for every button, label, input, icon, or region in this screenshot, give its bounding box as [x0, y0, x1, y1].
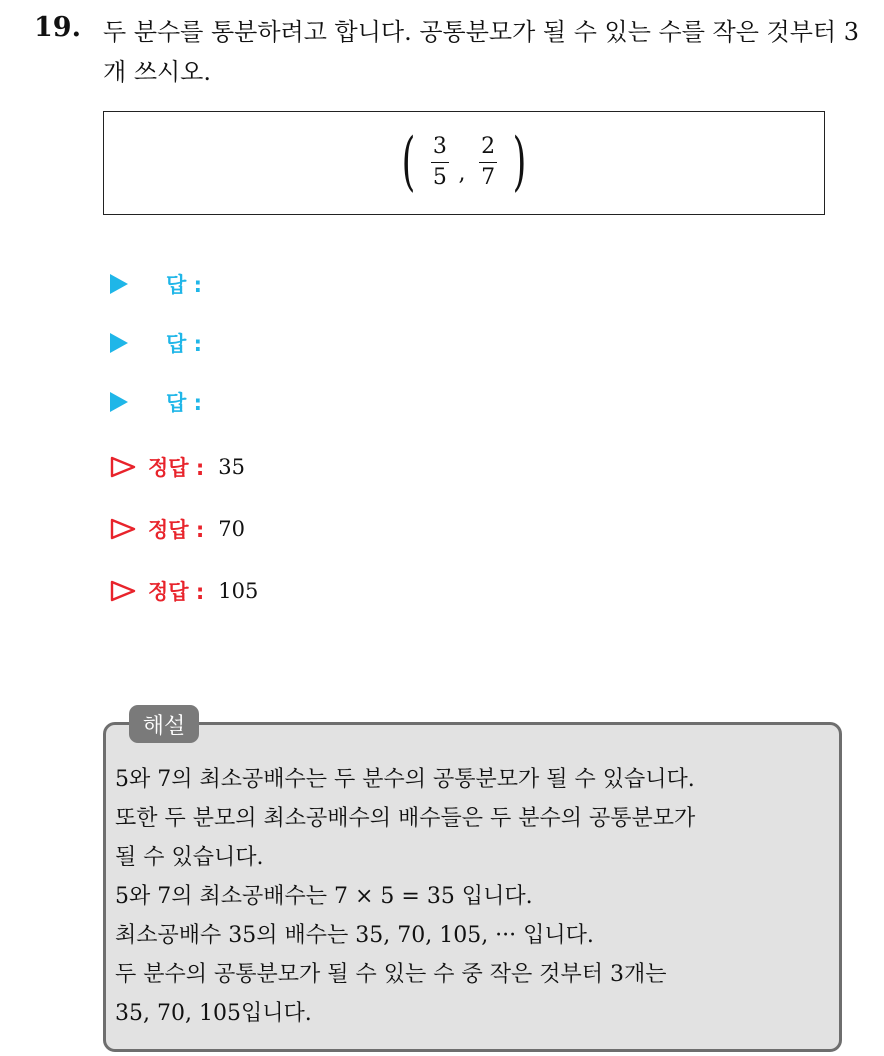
outline-triangle-icon [110, 580, 136, 602]
fraction2-numerator: 2 [481, 133, 496, 159]
correct-answer-value: 105 [218, 579, 259, 603]
play-triangle-icon [110, 333, 128, 353]
fraction1-numerator: 3 [432, 133, 447, 159]
correct-answer-value: 35 [218, 455, 246, 479]
correct-answer-value: 70 [218, 517, 246, 541]
question-text: 두 분수를 통분하려고 합니다. 공통분모가 될 수 있는 수를 작은 것부터 3개 쓰시오. [103, 18, 859, 86]
play-triangle-icon [110, 392, 128, 412]
answer-label: 답 : [166, 332, 202, 356]
explanation-line: 5와 7의 최소공배수는 두 분수의 공통분모가 될 수 있습니다. [115, 767, 695, 792]
explanation-line: 35, 70, 105입니다. [115, 1001, 312, 1026]
close-paren: ) [512, 125, 527, 199]
fraction2-denominator: 7 [481, 164, 496, 190]
outline-triangle-icon [110, 456, 136, 478]
explanation-tag: 해설 [129, 705, 199, 743]
fraction1-denominator: 5 [432, 164, 447, 190]
explanation-line: 될 수 있습니다. [115, 845, 264, 870]
explanation-line: 두 분수의 공통분모가 될 수 있는 수 중 작은 것부터 3개는 [115, 962, 667, 987]
answer-blank-row[interactable] [110, 268, 202, 300]
given-fractions-box [103, 111, 825, 215]
explanation-line: 최소공배수 35의 배수는 35, 70, 105, ··· 입니다. [115, 923, 594, 948]
answer-label: 답 : [166, 273, 202, 297]
answer-blank-row[interactable] [110, 386, 202, 418]
fraction-3-5 [431, 134, 449, 191]
correct-answer-row [110, 450, 245, 484]
fraction-2-7 [479, 134, 497, 191]
correct-answer-row [110, 512, 245, 546]
outline-triangle-icon [110, 518, 136, 540]
correct-answer-label: 정답 : [148, 456, 205, 480]
fraction2-bar [479, 162, 497, 163]
play-triangle-icon [110, 274, 128, 294]
fraction-expression [104, 125, 824, 199]
question-number: 19. [34, 12, 81, 43]
explanation-line: 또한 두 분모의 최소공배수의 배수들은 두 분수의 공통분모가 [115, 806, 696, 831]
explanation-line: 5와 7의 최소공배수는 7 × 5 = 35 입니다. [115, 884, 533, 909]
correct-answer-row [110, 574, 258, 608]
open-paren: ( [401, 125, 416, 199]
fraction-separator: , [458, 160, 466, 186]
correct-answer-label: 정답 : [148, 580, 205, 604]
answer-blank-row[interactable] [110, 327, 202, 359]
explanation-text [115, 760, 830, 1033]
fraction1-bar [431, 162, 449, 163]
correct-answer-label: 정답 : [148, 518, 205, 542]
answer-label: 답 : [166, 391, 202, 415]
